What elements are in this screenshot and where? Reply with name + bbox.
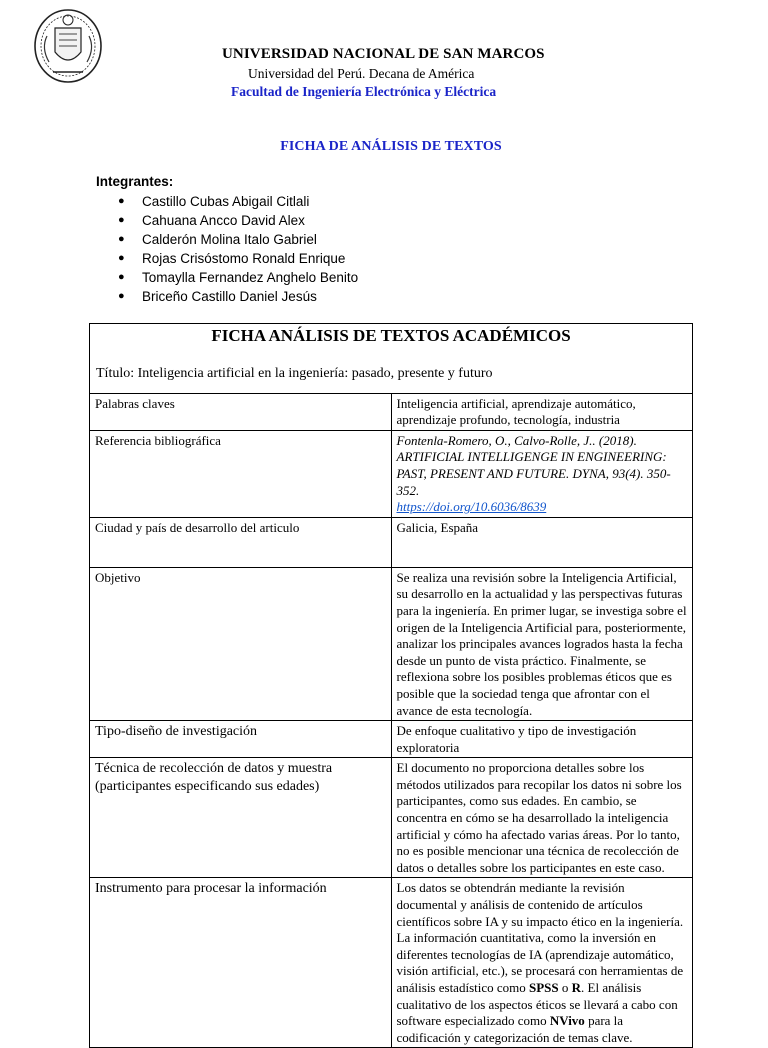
list-item: ● Calderón Molina Italo Gabriel [118,232,317,247]
list-item: ● Rojas Crisóstomo Ronald Enrique [118,251,346,266]
objective-label: Objetivo [90,567,392,720]
design-label: Tipo-diseño de investigación [90,721,392,758]
nvivo-term: NVivo [549,1013,585,1029]
table-row [90,878,693,1048]
reference-citation: Fontenla-Romero, O., Calvo-Rolle, J.. (2018). ARTIFICIAL INTELLIGENGE IN ENGINEERING: PAST, PRESENT AND FUTURE. DYNA, 93(4). 350-352. [396,432,671,498]
objective-value: Se realiza una revisión sobre la Inteligencia Artificial, su desarrollo en la actualidad y las perspectivas futuras para la ingeniería. En primer lugar, se investiga sobre el origen de la Inteligencia Artificial para, posteriormente, analizar los principales avances logrados hasta la fecha desde un punto de vista práctico. Finalmente, se reflexiona sobre los posibles problemas éticos que es posible que la sociedad tenga que afrontar con el avance de esta tecnología. [391,567,693,720]
instrument-label: Instrumento para procesar la información [90,878,392,1048]
members-label: Integrantes: [96,174,174,189]
table-row [90,517,693,567]
article-title: Título: Inteligencia artificial en la ingeniería: pasado, presente y futuro [96,366,493,381]
list-item: ● Tomaylla Fernandez Anghelo Benito [118,270,359,285]
list-item: ● Cahuana Ancco David Alex [118,213,305,228]
table-row [90,721,693,758]
instrument-value: Los datos se obtendrán mediante la revisión documental y análisis de contenido de artículos científicos sobre IA y su impacto ético en la ingeniería. La información cuantitativa, como la inversión en diferentes tecnologías de IA (aprendizaje automático, visión artificial, etc.), se procesará con herramientas de análisis estadístico como SPSS o R. El análisis cualitativo de los aspectos éticos se llevará a cabo con software especializado como NVivo para la codificación y categorización de temas clave. [391,878,693,1048]
list-item: ● Briceño Castillo Daniel Jesús [118,289,317,304]
bullet-icon: ● [118,252,125,264]
reference-value [391,430,693,517]
technique-value: El documento no proporciona detalles sobre los métodos utilizados para recopilar los datos ni sobre los participantes, como sus edades. En cambio, se concentra en cómo se ha desarrollado la inteligencia artificial y cómo ha afectado varias áreas. Por lo tanto, no es posible mencionar una técnica de recolección de datos o detalles sobre los participantes en este caso. [391,758,693,878]
bullet-icon: ● [118,290,125,302]
design-value: De enfoque cualitativo y tipo de investigación exploratoria [391,721,693,758]
city-value: Galicia, España [391,517,693,567]
city-label: Ciudad y país de desarrollo del articulo [90,517,392,567]
bullet-icon: ● [118,233,125,245]
keywords-label: Palabras claves [90,393,392,430]
members-list [118,192,358,306]
faculty-name: Facultad de Ingeniería Electrónica y Eléctrica [231,84,497,99]
keywords-value: Inteligencia artificial, aprendizaje automático, aprendizaje profundo, tecnología, industria [391,393,693,430]
table-row [90,430,693,517]
table-row [90,324,693,394]
bullet-icon: ● [118,271,125,283]
form-title: FICHA DE ANÁLISIS DE TEXTOS [280,139,502,154]
doi-link[interactable]: https://doi.org/10.6036/8639 [396,499,547,515]
university-seal-logo [33,6,103,84]
list-item: ● Castillo Cubas Abigail Citlali [118,194,310,209]
table-row [90,758,693,878]
spss-term: SPSS [529,980,559,995]
table-heading: FICHA ANÁLISIS DE TEXTOS ACADÉMICOS [211,326,571,345]
r-term: R [571,980,582,995]
university-subtitle: Universidad del Perú. Decana de América [248,66,475,81]
reference-label: Referencia bibliográfica [90,430,392,517]
bullet-icon: ● [118,214,125,226]
table-row [90,393,693,430]
bullet-icon: ● [118,195,125,207]
table-row [90,567,693,720]
university-name: UNIVERSIDAD NACIONAL DE SAN MARCOS [222,46,545,62]
analysis-table [89,323,693,1048]
table-header-cell [90,324,693,394]
technique-label: Técnica de recolección de datos y muestra (participantes especificando sus edades) [90,758,392,878]
